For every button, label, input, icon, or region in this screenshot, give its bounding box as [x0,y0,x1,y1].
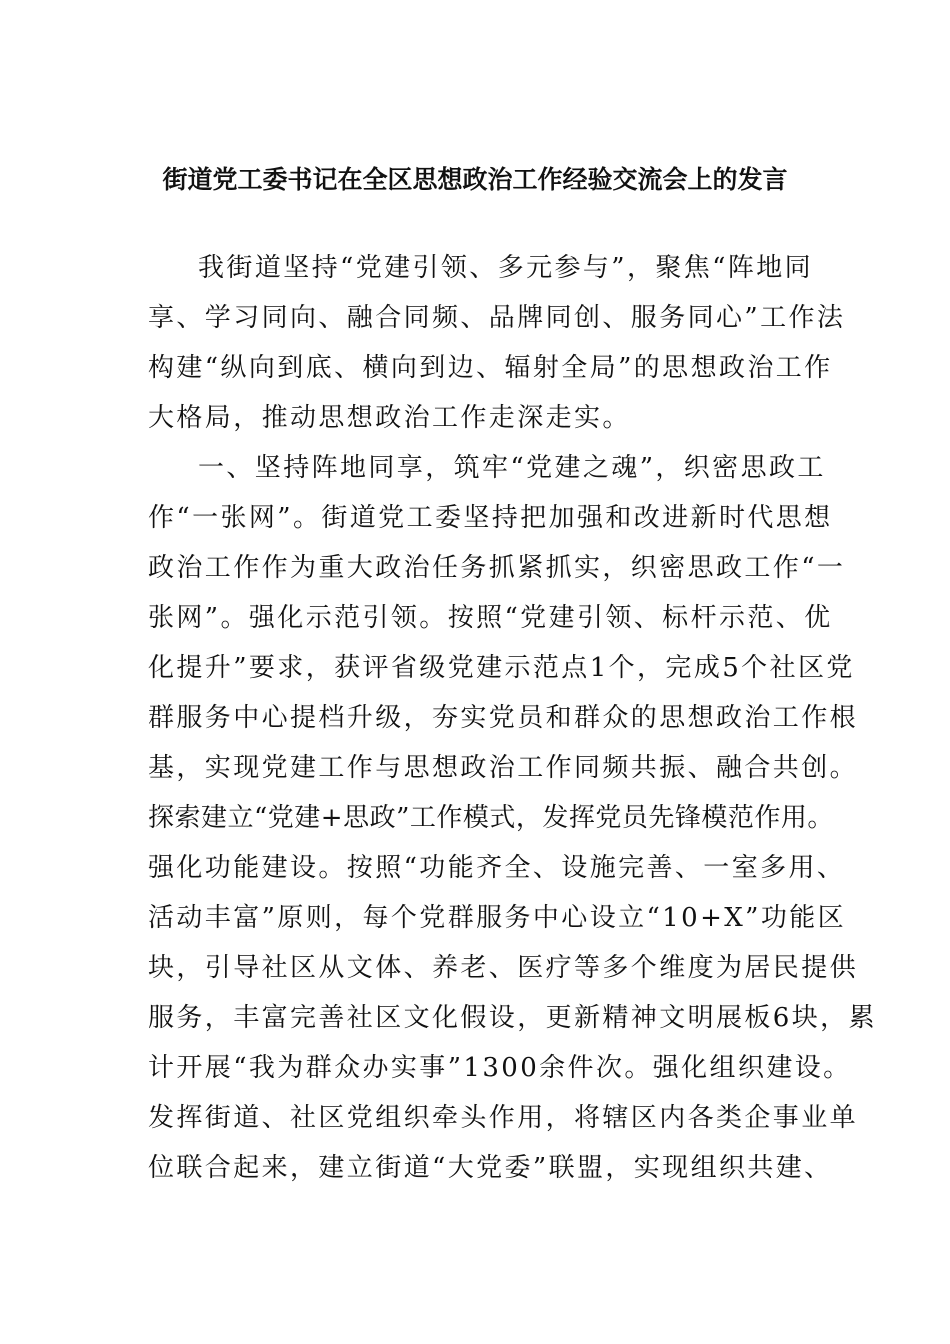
document-body [148,243,877,1193]
paragraph-line: 享、学习同向、融合同频、品牌同创、服务同心”工作法 [148,303,846,333]
paragraph-line: 一、坚持阵地同享，筑牢“党建之魂”，织密思政工 [198,453,826,483]
paragraph-line: 计开展“我为群众办实事”1300余件次。强化组织建设。 [148,1053,852,1083]
paragraph-line: 构建“纵向到底、横向到边、辐射全局”的思想政治工作 [148,353,833,383]
paragraph-line: 发挥街道、社区党组织牵头作用，将辖区内各类企事业单 [148,1103,859,1133]
paragraph-line: 强化功能建设。按照“功能齐全、设施完善、一室多用、 [148,853,846,883]
paragraph-line: 大格局，推动思想政治工作走深走实。 [148,403,631,433]
paragraph-line: 群服务中心提档升级，夯实党员和群众的思想政治工作根 [148,703,859,733]
paragraph-line: 张网”。强化示范引领。按照“党建引领、标杆示范、优 [148,603,833,633]
paragraph-line: 块，引导社区从文体、养老、医疗等多个维度为居民提供 [148,953,859,983]
paragraph-line: 作“一张网”。街道党工委坚持把加强和改进新时代思想 [148,503,833,533]
paragraph-line: 位联合起来，建立街道“大党委”联盟，实现组织共建、 [148,1153,833,1183]
paragraph-line: 化提升”要求，获评省级党建示范点1个，完成5个社区党 [148,653,855,683]
document-title: 街道党工委书记在全区思想政治工作经验交流会上的发言 [162,165,788,194]
paragraph-line: 活动丰富”原则，每个党群服务中心设立“10+X”功能区 [148,903,847,933]
paragraph-line: 政治工作作为重大政治任务抓紧抓实，织密思政工作“一 [148,553,846,583]
paragraph-line: 服务，丰富完善社区文化假设，更新精神文明展板6块，累 [148,1003,877,1033]
paragraph-line: 探索建立“党建+思政”工作模式，发挥党员先锋模范作用。 [148,803,834,833]
paragraph-line: 我街道坚持“党建引领、多元参与”，聚焦“阵地同 [198,253,814,283]
paragraph-line: 基，实现党建工作与思想政治工作同频共振、融合共创。 [148,753,859,783]
